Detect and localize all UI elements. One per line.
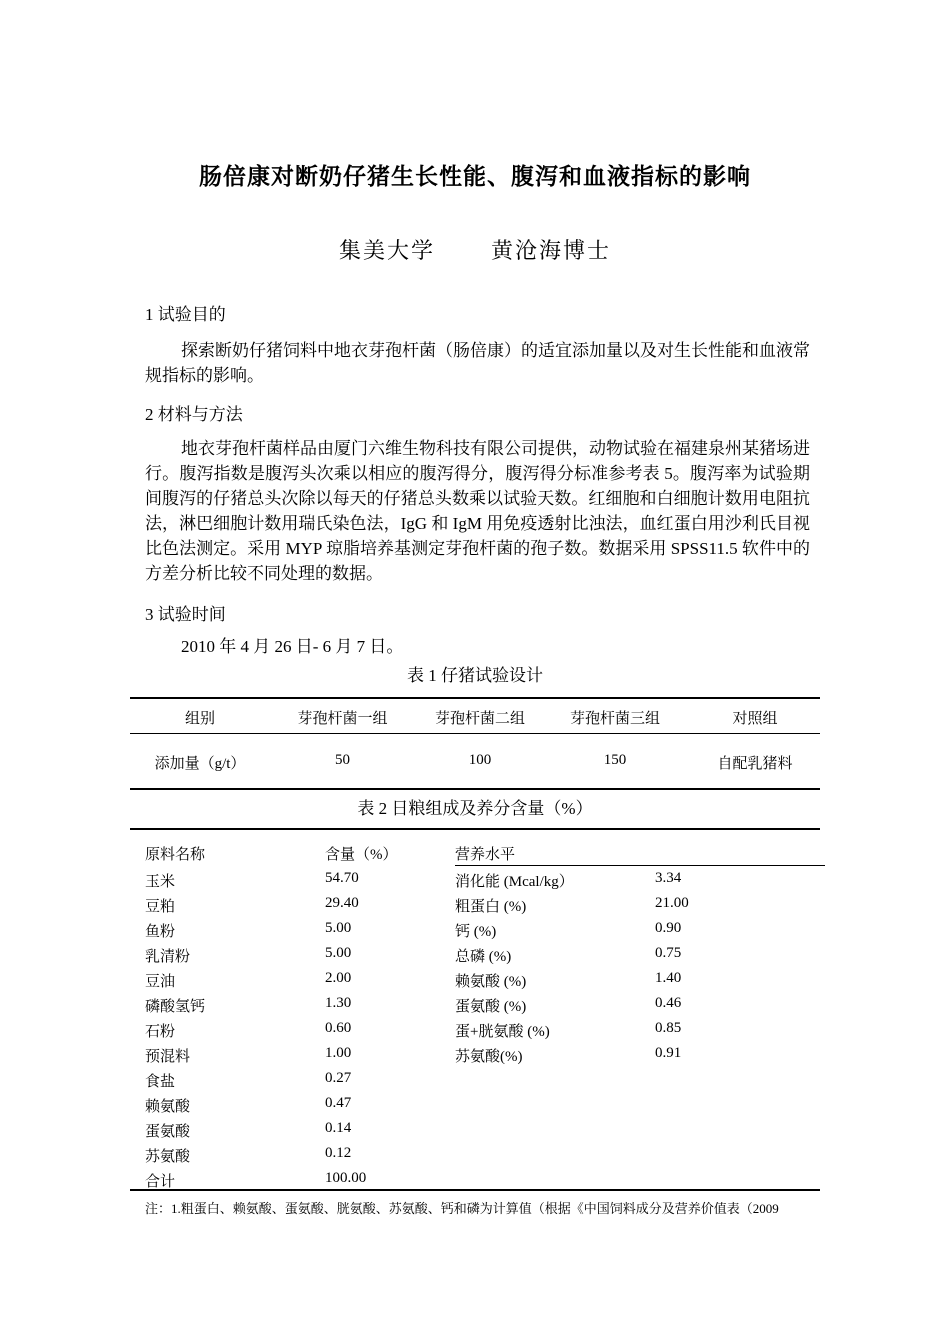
ingredient-content: 0.47 xyxy=(325,1095,352,1111)
ingredient-name: 预混料 xyxy=(145,1049,191,1065)
section-3-text: 2010 年 4 月 26 日- 6 月 7 日。 xyxy=(181,637,404,656)
table2-header-nutrition: 营养水平 xyxy=(455,847,516,863)
ingredient-content: 0.12 xyxy=(325,1145,352,1161)
table1-cell: 添加量（g/t） xyxy=(154,756,246,772)
table1-bottom-rule xyxy=(130,788,820,790)
section-1-text: 探索断奶仔猪饲料中地衣芽孢杆菌（肠倍康）的适宜添加量以及对生长性能和血液常规指标的影响。 xyxy=(145,341,810,385)
ingredient-content: 5.00 xyxy=(325,920,352,936)
table1-header-cell: 芽孢杆菌三组 xyxy=(569,711,660,727)
table1-header-rule xyxy=(130,733,820,734)
ingredient-content: 0.14 xyxy=(325,1120,352,1136)
nutrient-value: 1.40 xyxy=(655,970,682,986)
table-note: 注：1.粗蛋白、赖氨酸、蛋氨酸、胱氨酸、苏氨酸、钙和磷为计算值（根据《中国饲料成分及营养价值表（2009 xyxy=(145,1201,779,1216)
table1-top-rule xyxy=(130,697,820,699)
ingredient-name: 食盐 xyxy=(145,1074,176,1090)
ingredient-content: 29.40 xyxy=(325,895,359,911)
ingredient-name: 磷酸氢钙 xyxy=(145,999,206,1015)
nutrient-value: 0.91 xyxy=(655,1045,682,1061)
table1-cell: 100 xyxy=(468,752,492,768)
ingredient-content: 2.00 xyxy=(325,970,352,986)
table2-bottom-rule xyxy=(130,1189,820,1191)
ingredient-content: 1.00 xyxy=(325,1045,352,1061)
author-institution: 集美大学 xyxy=(338,238,435,263)
ingredient-name: 合计 xyxy=(145,1174,176,1190)
table2-header-rule xyxy=(455,865,825,866)
ingredient-content: 0.27 xyxy=(325,1070,352,1086)
table2-top-rule xyxy=(130,828,820,830)
nutrient-value: 3.34 xyxy=(655,870,682,886)
table2-caption: 表 2 日粮组成及养分含量（%） xyxy=(357,799,593,818)
ingredient-content: 0.60 xyxy=(325,1020,352,1036)
ingredient-content: 54.70 xyxy=(325,870,359,886)
ingredient-name: 乳清粉 xyxy=(145,949,191,965)
ingredient-name: 玉米 xyxy=(145,874,176,890)
nutrient-name: 消化能 (Mcal/kg） xyxy=(455,874,574,890)
nutrient-name: 蛋+胱氨酸 (%) xyxy=(455,1024,550,1040)
ingredient-name: 豆油 xyxy=(145,974,176,990)
nutrient-value: 0.75 xyxy=(655,945,682,961)
nutrient-name: 钙 (%) xyxy=(455,924,497,940)
section-2-heading: 2 材料与方法 xyxy=(145,405,243,424)
table2-header-ingredient: 原料名称 xyxy=(145,847,206,863)
table1-header-cell: 对照组 xyxy=(732,711,778,727)
table1-cell: 150 xyxy=(603,752,627,768)
table1-cell: 自配乳猪料 xyxy=(717,756,793,772)
ingredient-name: 豆粕 xyxy=(145,899,176,915)
table1-caption: 表 1 仔猪试验设计 xyxy=(407,666,543,685)
document-title: 肠倍康对断奶仔猪生长性能、腹泻和血液指标的影响 xyxy=(199,164,751,189)
section-3-heading: 3 试验时间 xyxy=(145,605,226,624)
table1-header-cell: 芽孢杆菌二组 xyxy=(434,711,525,727)
nutrient-value: 0.46 xyxy=(655,995,682,1011)
table1-header-cell: 芽孢杆菌一组 xyxy=(297,711,388,727)
author-name: 黄沧海博士 xyxy=(491,238,612,263)
ingredient-name: 鱼粉 xyxy=(145,924,176,940)
ingredient-name: 蛋氨酸 xyxy=(145,1124,191,1140)
nutrient-value: 21.00 xyxy=(655,895,689,911)
section-1-heading: 1 试验目的 xyxy=(145,305,226,324)
nutrient-name: 赖氨酸 (%) xyxy=(455,974,527,990)
nutrient-name: 苏氨酸(%) xyxy=(455,1049,523,1065)
ingredient-content: 100.00 xyxy=(325,1170,367,1186)
nutrient-name: 粗蛋白 (%) xyxy=(455,899,527,915)
nutrient-value: 0.85 xyxy=(655,1020,682,1036)
ingredient-content: 5.00 xyxy=(325,945,352,961)
table2-header-content: 含量（%） xyxy=(325,847,398,863)
author-line xyxy=(0,234,950,265)
ingredient-name: 赖氨酸 xyxy=(145,1099,191,1115)
table1-cell: 50 xyxy=(335,752,350,768)
section-2-text: 地衣芽孢杆菌样品由厦门六维生物科技有限公司提供，动物试验在福建泉州某猪场进行。腹泻指数是腹泻头次乘以相应的腹泻得分，腹泻得分标准参考表 5。腹泻率为试验期间腹泻的仔猪总头次除以每天的仔猪总头数乘以试验天数。红细胞和白细胞计数用电阻抗法，淋巴细胞计数用瑞氏染色法，IgG 和 IgM 用免疫透射比浊法，血红蛋白用沙利氏目视比色法测定。采用 MYP 琼脂培养基测定芽孢杆菌的孢子数。数据采用 SPSS11.5 软件中的方差分析比较不同处理的数据。 xyxy=(145,439,810,583)
nutrient-name: 总磷 (%) xyxy=(455,949,512,965)
ingredient-name: 石粉 xyxy=(145,1024,176,1040)
ingredient-content: 1.30 xyxy=(325,995,352,1011)
ingredient-name: 苏氨酸 xyxy=(145,1149,191,1165)
nutrient-value: 0.90 xyxy=(655,920,682,936)
table1-header-cell: 组别 xyxy=(184,711,215,727)
nutrient-name: 蛋氨酸 (%) xyxy=(455,999,527,1015)
